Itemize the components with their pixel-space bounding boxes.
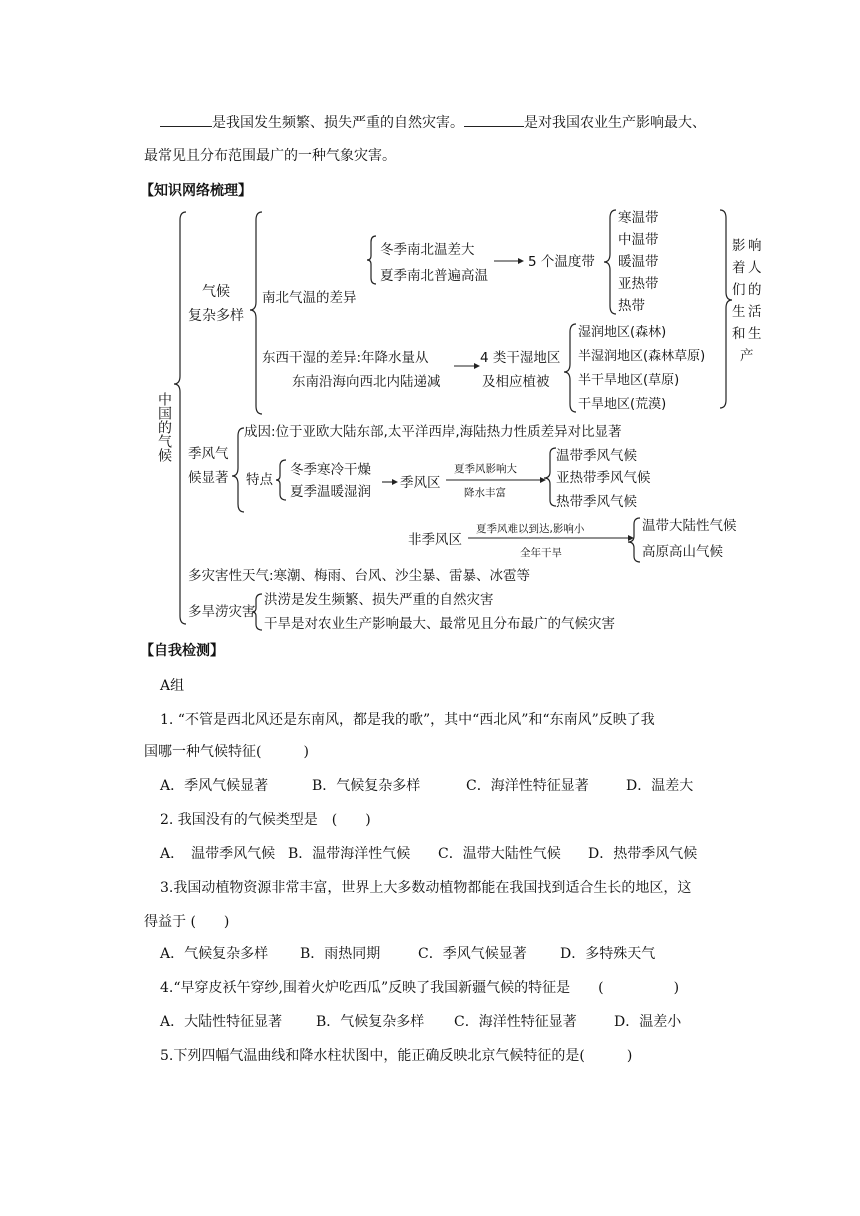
q4-option-c[interactable]: C．海洋性特征显著: [454, 1014, 577, 1030]
q1-option-c[interactable]: C．海洋性特征显著: [466, 778, 589, 794]
drought-flood-label: 多旱涝灾害: [188, 604, 256, 620]
question-2-options: [160, 844, 697, 864]
q4-option-b[interactable]: B．气候复杂多样: [316, 1014, 425, 1030]
ns-summer: 夏季南北普遍高温: [380, 268, 488, 284]
monsoon-label-1: 季风气: [188, 446, 229, 462]
drought-text: 干旱是对农业生产影响最大、最常见且分布最广的气候灾害: [264, 616, 615, 632]
impact-char: 生: [748, 326, 762, 342]
temp-zone-5: 热带: [618, 298, 645, 314]
dry-wet-label-2: 及相应植被: [482, 374, 550, 390]
section-heading-check: 【自我检测】: [140, 643, 224, 659]
question-2: 2. 我国没有的气候类型是 ( ): [160, 812, 371, 828]
q3-option-d[interactable]: D．多特殊天气: [560, 946, 656, 962]
impact-char: 人: [748, 260, 762, 276]
impact-char: 和: [732, 326, 746, 342]
temp-zone-2: 中温带: [618, 232, 659, 248]
knowledge-network-diagram: [158, 206, 762, 634]
ns-label: 南北气温的差异: [262, 290, 357, 306]
monsoon-type-1: 温带季风气候: [556, 448, 637, 464]
non-arrow-top: 夏季风难以到达,影响小: [476, 523, 585, 535]
q3-option-b[interactable]: B．雨热同期: [300, 946, 381, 962]
question-3-line-1: 3.我国动植物资源非常丰富，世界上大多数动植物都能在我国找到适合生长的地区，这: [160, 880, 692, 896]
question-1-options: [160, 776, 693, 796]
monsoon-arrow-bottom: 降水丰富: [464, 487, 506, 499]
impact-char: 产: [740, 348, 754, 364]
dry-wet-3: 半干旱地区(草原): [578, 373, 680, 388]
non-arrow-bottom: 全年干旱: [520, 547, 562, 559]
question-1-line-1: 1. “不管是西北风还是东南风，都是我的歌”，其中“西北风”和“东南风”反映了我: [160, 712, 655, 728]
impact-text: [732, 238, 762, 364]
q4-option-a[interactable]: A．大陆性特征显著: [160, 1014, 283, 1030]
intro-text-b: 是对我国农业生产影响最大、: [524, 115, 706, 131]
temp-zone-1: 寒温带: [618, 210, 659, 226]
feature-label: 特点: [246, 472, 273, 488]
answer-blank-2[interactable]: [464, 112, 524, 127]
question-3-line-2: 得益于 ( ): [144, 914, 230, 930]
intro-line-2: 最常见且分布范围最广的一种气象灾害。: [144, 148, 396, 164]
temp-zone-label: 5 个温度带: [528, 254, 595, 270]
question-1-line-2: 国哪一种气候特征( ): [144, 744, 309, 760]
question-5: 5.下列四幅气温曲线和降水柱状图中，能正确反映北京气候特征的是( ): [160, 1048, 633, 1064]
non-type-1: 温带大陆性气候: [642, 518, 737, 534]
intro-line-1: [160, 112, 706, 133]
q2-option-d[interactable]: D．热带季风气候: [588, 846, 698, 862]
non-monsoon-area: 非季风区: [408, 532, 462, 548]
impact-char: 影: [732, 238, 746, 254]
question-3-options: [160, 944, 655, 964]
ns-winter: 冬季南北温差大: [380, 242, 475, 258]
q3-option-a[interactable]: A．气候复杂多样: [160, 946, 269, 962]
intro-text-a: 是我国发生频繁、损失严重的自然灾害。: [212, 115, 464, 131]
impact-char: 响: [748, 238, 762, 254]
dry-wet-4: 干旱地区(荒漠): [578, 397, 667, 412]
root-text: 中国的气候: [156, 392, 172, 462]
q2-option-b[interactable]: B．温带海洋性气候: [288, 846, 411, 862]
root-label: [156, 391, 172, 462]
dry-wet-2: 半湿润地区(森林草原): [578, 349, 706, 364]
answer-blank-1[interactable]: [160, 112, 212, 127]
feature-winter: 冬季寒冷干燥: [290, 462, 371, 478]
question-4: 4.“早穿皮袄午穿纱,围着火炉吃西瓜”反映了我国新疆气候的特征是 ( ): [160, 980, 680, 996]
ew-line-2: 东南沿海向西北内陆递减: [292, 374, 441, 390]
q1-option-b[interactable]: B．气候复杂多样: [312, 778, 421, 794]
q4-option-d[interactable]: D．温差小: [614, 1014, 682, 1030]
q1-option-d[interactable]: D．温差大: [626, 778, 694, 794]
monsoon-label-2: 候显著: [188, 470, 229, 486]
monsoon-arrow-top: 夏季风影响大: [454, 463, 517, 475]
non-type-2: 高原高山气候: [642, 544, 723, 560]
dry-wet-label-1: 4 类干湿地区: [480, 350, 561, 366]
q2-option-c[interactable]: C．温带大陆性气候: [438, 846, 561, 862]
ew-line-1: 东西干湿的差异:年降水量从: [262, 350, 429, 366]
flood-text: 洪涝是发生频繁、损失严重的自然灾害: [264, 592, 494, 608]
complex-label-1: 气候: [202, 284, 230, 300]
impact-char: 活: [748, 304, 762, 320]
complex-label-2: 复杂多样: [188, 308, 244, 324]
section-heading-network: 【知识网络梳理】: [140, 183, 252, 199]
impact-char: 们: [732, 282, 746, 298]
q2-option-a[interactable]: A． 温带季风气候: [160, 846, 276, 862]
impact-char: 生: [732, 304, 746, 320]
monsoon-type-2: 亚热带季风气候: [556, 470, 651, 486]
monsoon-area: 季风区: [400, 475, 441, 491]
temp-zone-3: 暖温带: [618, 254, 659, 270]
question-4-options: [160, 1012, 681, 1032]
q3-option-c[interactable]: C．季风气候显著: [418, 946, 527, 962]
cause-text: 成因:位于亚欧大陆东部,太平洋西岸,海陆热力性质差异对比显著: [244, 424, 622, 440]
feature-summer: 夏季温暖湿润: [290, 484, 371, 500]
impact-char: 着: [732, 260, 746, 276]
temp-zone-4: 亚热带: [618, 276, 659, 292]
monsoon-type-3: 热带季风气候: [556, 494, 637, 510]
group-label: A组: [160, 678, 185, 694]
q1-option-a[interactable]: A．季风气候显著: [160, 778, 269, 794]
dry-wet-1: 湿润地区(森林): [578, 325, 667, 340]
impact-char: 的: [748, 282, 762, 298]
disaster-weather: 多灾害性天气:寒潮、梅雨、台风、沙尘暴、雷暴、冰雹等: [188, 568, 531, 584]
